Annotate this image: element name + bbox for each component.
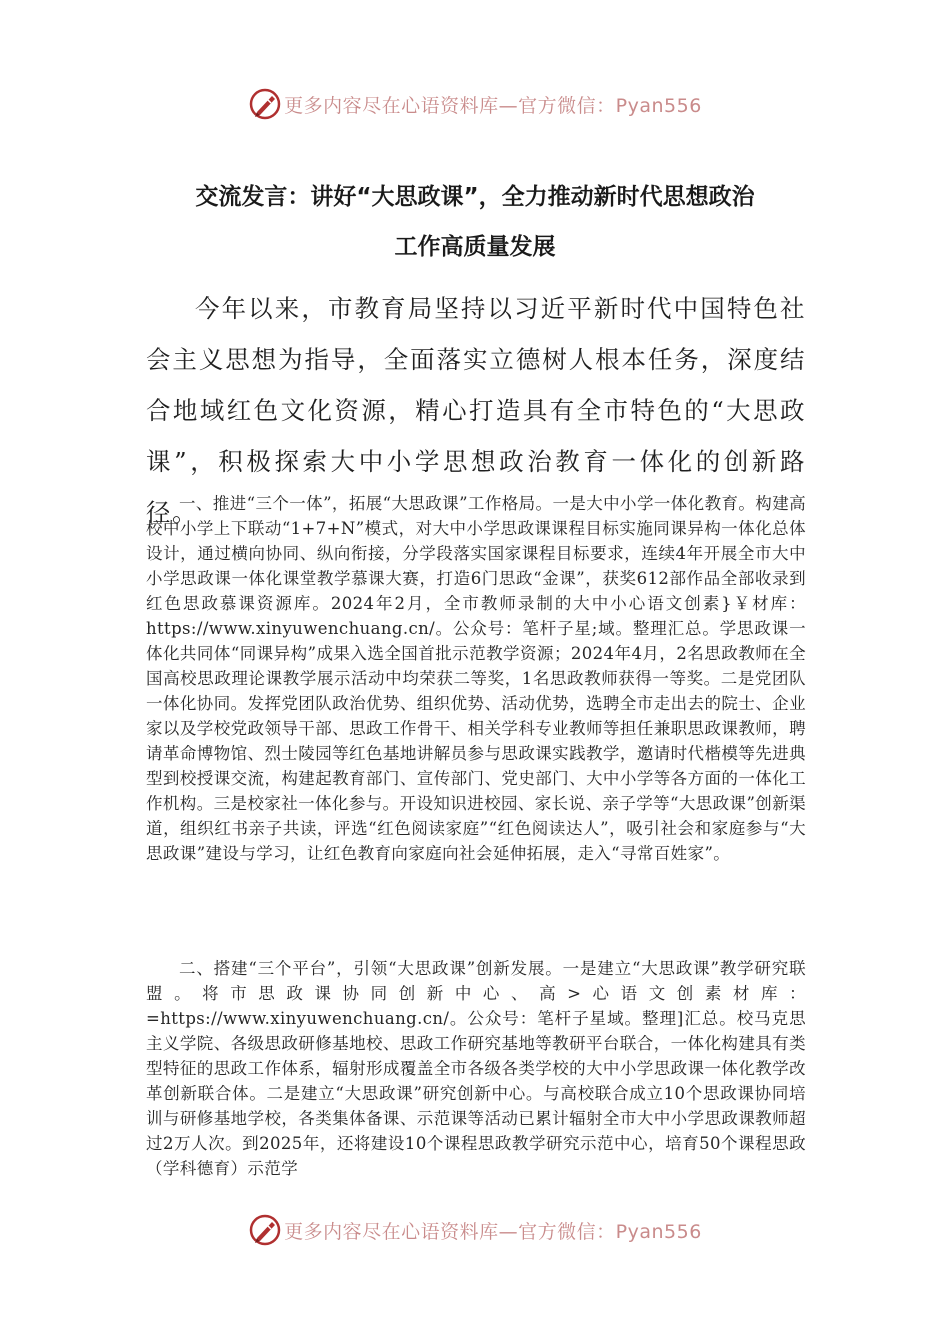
watermark-text: 更多内容尽在心语资料库—官方微信：Pyan556: [284, 1220, 702, 1243]
document-title: [140, 172, 810, 272]
title-line-1: 交流发言：讲好“大思政课”，全力推动新时代思想政治: [195, 184, 755, 210]
lead-paragraph: 今年以来，市教育局坚持以习近平新时代中国特色社会主义思想为指导，全面落实立德树人根本任务，深度结合地域红色文化资源，精心打造具有全市特色的“大思政课”，积极探索大中小学思想政治教育一体化的创新路径。: [146, 294, 806, 527]
watermark-banner-bottom: [0, 1210, 950, 1250]
body-paragraph-1: 一、推进“三个一体”，拓展“大思政课”工作格局。一是大中小学一体化教育。构建高校中小学上下联动“1+7+N”模式，对大中小学思政课课程目标实施同课异构一体化总体设计，通过横向协同、纵向衔接，分学段落实国家课程目标要求，连续4年开展全市大中小学思政课一体化课堂教学慕课大赛，打造6门思政“金课”，获奖612部作品全部收录到红色思政慕课资源库。2024年2月，全市教师录制的大中小心语文创素}￥材库：https://www.xinyuwenchuang.cn/。公众号：笔杆子星;域。整理汇总。学思政课一体化共同体“同课异构”成果入选全国首批示范教学资源；2024年4月，2名思政教师在全国高校思政理论课教学展示活动中均荣获二等奖，1名思政教师获得一等奖。二是党团队一体化协同。发挥党团队政治优势、组织优势、活动优势，选聘全市走出去的院士、企业家以及学校党政领导干部、思政工作骨干、相关学科专业教师等担任兼职思政课教师，聘请革命博物馆、烈士陵园等红色基地讲解员参与思政课实践教学，邀请时代楷模等先进典型到校授课交流，构建起教育部门、宣传部门、党史部门、大中小学等各方面的一体化工作机构。三是校家社一体化参与。开设知识进校园、家长说、亲子学等“大思政课”创新渠道，组织红书亲子共读，评选“红色阅读家庭”“红色阅读达人”，吸引社会和家庭参与“大思政课”建设与学习，让红色教育向家庭向社会延伸拓展，走入“寻常百姓家”。: [146, 494, 806, 863]
watermark-text: 更多内容尽在心语资料库—官方微信：Pyan556: [284, 94, 702, 117]
watermark-banner-top: [0, 84, 950, 124]
pen-circle-icon: [248, 87, 282, 121]
pen-circle-icon: [248, 1213, 282, 1247]
body-paragraph-2: 二、搭建“三个平台”，引领“大思政课”创新发展。一是建立“大思政课”教学研究联盟。将市思政课协同创新中心、高>心语文创素材库：=https://www.xinyuwenchuang.cn/。公众号：笔杆子星域。整理]汇总。校马克思主义学院、各级思政研修基地校、思政工作研究基地等教研平台联合，一体化构建具有类型特征的思政工作体系，辐射形成覆盖全市各级各类学校的大中小学思政课一体化教学改革创新联合体。二是建立“大思政课”研究创新中心。与高校联合成立10个思政课协同培训与研修基地学校，各类集体备课、示范课等活动已累计辐射全市大中小学思政课教师超过2万人次。到2025年，还将建设10个课程思政教学研究示范中心，培育50个课程思政（学科德育）示范学: [146, 959, 806, 1178]
title-line-2: 工作高质量发展: [394, 234, 556, 260]
